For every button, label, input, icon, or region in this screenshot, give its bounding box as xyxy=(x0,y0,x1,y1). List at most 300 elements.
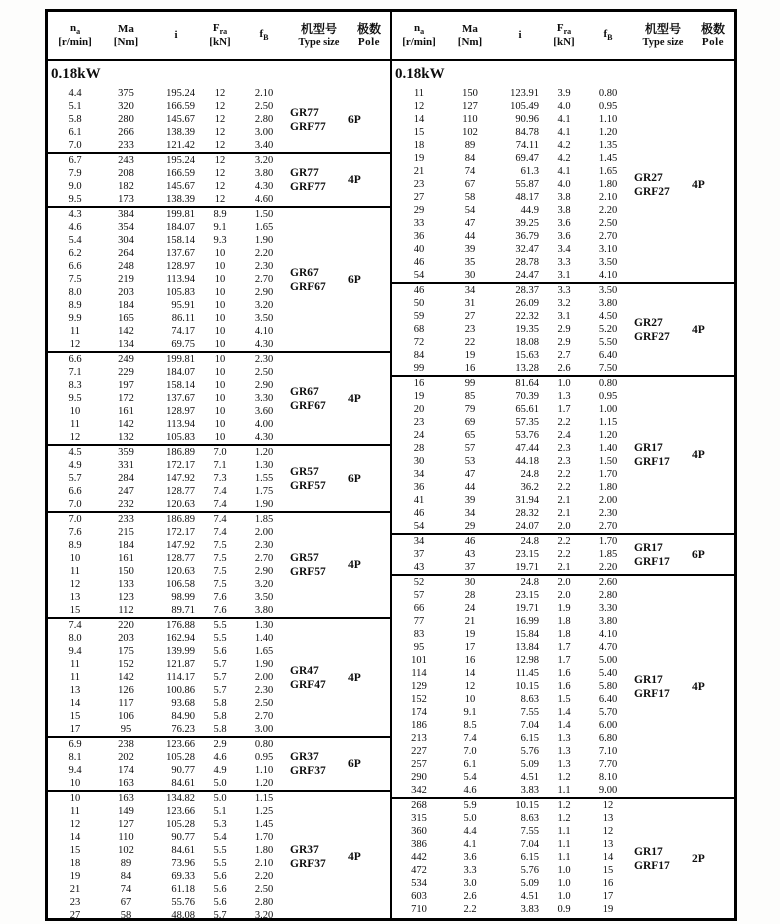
table-row xyxy=(392,758,634,771)
column-header-row xyxy=(392,12,734,61)
cell-ma: 123 xyxy=(118,592,134,603)
cell-na: 15 xyxy=(69,711,81,722)
cell-ma: 84 xyxy=(464,153,476,164)
cell-i: 128.97 xyxy=(166,261,195,272)
table-row xyxy=(48,472,290,485)
cell-fb: 3.50 xyxy=(598,285,618,296)
cell-fra: 5.8 xyxy=(213,698,227,709)
pole-label: 4P xyxy=(348,392,361,405)
cell-fra: 3.8 xyxy=(557,192,571,203)
cell-ma: 29 xyxy=(464,521,476,532)
type-size-line: GRF37 xyxy=(290,858,326,870)
cell-fra: 5.6 xyxy=(213,897,227,908)
cell-i: 105.49 xyxy=(510,101,539,112)
cell-na: 46 xyxy=(413,508,425,519)
table-row xyxy=(48,208,290,221)
cell-fb: 3.30 xyxy=(254,393,274,404)
cell-fra: 2.9 xyxy=(213,739,227,750)
cell-i: 128.77 xyxy=(166,486,195,497)
cell-fra: 10 xyxy=(214,380,226,391)
type-size-line: GR47 xyxy=(290,664,319,677)
cell-i: 69.47 xyxy=(515,153,539,164)
cell-ma: 84 xyxy=(120,871,132,882)
cell-fb: 7.50 xyxy=(598,363,618,374)
cell-fb: 2.70 xyxy=(254,553,274,564)
type-size-label xyxy=(290,513,348,617)
cell-fb: 1.65 xyxy=(598,166,618,177)
column-header-na xyxy=(392,12,446,59)
cell-fra: 5.7 xyxy=(213,672,227,683)
cell-i: 28.32 xyxy=(515,508,539,519)
table-row xyxy=(48,379,290,392)
cell-ma: 43 xyxy=(464,549,476,560)
cell-fra: 4.1 xyxy=(557,114,571,125)
cell-na: 68 xyxy=(413,324,425,335)
cell-fra: 0.9 xyxy=(557,904,571,915)
table-row xyxy=(48,113,290,126)
table-row xyxy=(48,247,290,260)
table-row xyxy=(48,805,290,818)
cell-fb: 1.20 xyxy=(254,447,274,458)
cell-na: 152 xyxy=(411,694,427,705)
cell-fra: 1.3 xyxy=(557,759,571,770)
table-row xyxy=(48,180,290,193)
cell-na: 11 xyxy=(69,659,81,670)
cell-ma: 19 xyxy=(464,350,476,361)
cell-na: 4.9 xyxy=(68,460,82,471)
cell-i: 162.94 xyxy=(166,633,195,644)
cell-fra: 2.4 xyxy=(557,430,571,441)
cell-ma: 44 xyxy=(464,482,476,493)
cell-i: 4.51 xyxy=(520,891,539,902)
cell-i: 84.90 xyxy=(171,711,195,722)
cell-na: 21 xyxy=(69,884,81,895)
cell-i: 98.99 xyxy=(171,592,195,603)
cell-na: 174 xyxy=(411,707,427,718)
cell-i: 7.04 xyxy=(520,839,539,850)
cell-i: 28.78 xyxy=(515,257,539,268)
cell-fra: 10 xyxy=(214,287,226,298)
cell-ma: 16 xyxy=(464,655,476,666)
table-row xyxy=(48,325,290,338)
cell-fra: 10 xyxy=(214,248,226,259)
cell-na: 534 xyxy=(411,878,427,889)
cell-fb: 3.00 xyxy=(254,127,274,138)
table-row xyxy=(392,799,634,812)
cell-ma: 16 xyxy=(464,363,476,374)
header-symbol: F xyxy=(212,21,220,34)
table-row xyxy=(392,362,634,375)
cell-fra: 12 xyxy=(214,101,226,112)
table-row xyxy=(48,658,290,671)
cell-ma: 264 xyxy=(118,248,134,259)
cell-fb: 5.40 xyxy=(598,668,618,679)
cell-fb: 1.85 xyxy=(598,549,618,560)
cell-i: 199.81 xyxy=(166,354,195,365)
header-unit: [Nm] xyxy=(113,35,139,48)
cell-i: 105.83 xyxy=(166,287,195,298)
table-row xyxy=(392,784,634,797)
cell-na: 72 xyxy=(413,337,425,348)
column-header-fra xyxy=(202,12,238,59)
cell-i: 5.76 xyxy=(520,746,539,757)
cell-fb: 6.40 xyxy=(598,694,618,705)
type-size-label xyxy=(290,208,348,351)
cell-na: 52 xyxy=(413,577,425,588)
cell-fra: 1.8 xyxy=(557,629,571,640)
cell-fra: 5.0 xyxy=(213,778,227,789)
cell-i: 24.07 xyxy=(515,521,539,532)
cell-fb: 17 xyxy=(602,891,614,902)
cell-na: 54 xyxy=(413,270,425,281)
ratings-groups xyxy=(392,87,734,918)
cell-na: 9.4 xyxy=(68,765,82,776)
table-row xyxy=(48,792,290,805)
cell-ma: 22 xyxy=(464,337,476,348)
type-size-label xyxy=(290,446,348,511)
cell-na: 18 xyxy=(413,140,425,151)
cell-fra: 9.3 xyxy=(213,235,227,246)
cell-fra: 7.5 xyxy=(213,579,227,590)
table-row xyxy=(392,284,634,297)
table-row xyxy=(392,139,634,152)
pole-label: 4P xyxy=(348,671,361,684)
cell-fb: 2.20 xyxy=(254,871,274,882)
group-rows xyxy=(392,535,634,574)
cell-ma: 117 xyxy=(118,698,134,709)
cell-fb: 5.20 xyxy=(598,324,618,335)
table-row xyxy=(392,602,634,615)
cell-i: 74.11 xyxy=(515,140,539,151)
cell-ma: 359 xyxy=(118,447,134,458)
table-row xyxy=(48,459,290,472)
cell-na: 360 xyxy=(411,826,427,837)
cell-na: 19 xyxy=(69,871,81,882)
cell-ma: 266 xyxy=(118,127,134,138)
cell-ma: 34 xyxy=(464,285,476,296)
cell-i: 61.3 xyxy=(520,166,539,177)
cell-fb: 3.30 xyxy=(598,603,618,614)
cell-fra: 10 xyxy=(214,261,226,272)
header-unit: [r/min] xyxy=(58,36,92,49)
table-row xyxy=(392,812,634,825)
cell-ma: 46 xyxy=(464,536,476,547)
cell-fra: 2.9 xyxy=(557,324,571,335)
cell-fb: 2.30 xyxy=(254,540,274,551)
header-symbol: 极数 xyxy=(356,21,381,36)
cell-ma: 184 xyxy=(118,540,134,551)
type-size-line: GR57 xyxy=(290,552,319,564)
cell-na: 15 xyxy=(69,605,81,616)
header-symbol: n xyxy=(413,21,421,34)
cell-ma: 150 xyxy=(118,566,134,577)
cell-ma: 8.5 xyxy=(463,720,477,731)
column-header-na xyxy=(48,12,102,59)
cell-i: 24.8 xyxy=(520,577,539,588)
cell-ma: 102 xyxy=(118,845,134,856)
cell-na: 12 xyxy=(69,579,81,590)
cell-na: 16 xyxy=(413,378,425,389)
cell-fra: 1.3 xyxy=(557,746,571,757)
table-row xyxy=(392,297,634,310)
cell-na: 213 xyxy=(411,733,427,744)
cell-fra: 7.5 xyxy=(213,540,227,551)
table-row xyxy=(48,896,290,909)
cell-fb: 2.80 xyxy=(254,114,274,125)
cell-i: 3.83 xyxy=(520,785,539,796)
table-row xyxy=(392,377,634,390)
cell-fb: 1.25 xyxy=(254,806,274,817)
group-rows xyxy=(48,513,290,617)
type-size-label xyxy=(290,87,348,152)
cell-fra: 10 xyxy=(214,326,226,337)
table-row xyxy=(392,615,634,628)
cell-na: 46 xyxy=(413,285,425,296)
table-row xyxy=(392,654,634,667)
cell-fra: 1.1 xyxy=(557,839,571,850)
table-row xyxy=(48,751,290,764)
cell-fra: 1.9 xyxy=(557,603,571,614)
cell-na: 59 xyxy=(413,311,425,322)
cell-fra: 1.2 xyxy=(557,800,571,811)
cell-fra: 2.2 xyxy=(557,482,571,493)
cell-ma: 150 xyxy=(462,88,478,99)
cell-fra: 1.1 xyxy=(557,852,571,863)
cell-ma: 17 xyxy=(464,642,476,653)
header-subscript: B xyxy=(607,33,613,43)
type-size-line: GR37 xyxy=(290,844,319,856)
ratings-group xyxy=(48,513,390,619)
column-header-fb xyxy=(238,12,290,59)
type-size-label xyxy=(634,377,692,533)
cell-fra: 1.6 xyxy=(557,681,571,692)
cell-fb: 1.85 xyxy=(254,514,274,525)
cell-fra: 10 xyxy=(214,393,226,404)
cell-ma: 39 xyxy=(464,244,476,255)
cell-fb: 3.80 xyxy=(254,605,274,616)
header-title xyxy=(557,22,571,36)
type-size-label xyxy=(634,87,692,282)
cell-na: 34 xyxy=(413,469,425,480)
table-row xyxy=(392,667,634,680)
cell-ma: 102 xyxy=(462,127,478,138)
table-row xyxy=(392,680,634,693)
table-row xyxy=(392,87,634,100)
cell-na: 710 xyxy=(411,904,427,915)
cell-fra: 7.5 xyxy=(213,566,227,577)
cell-fb: 13 xyxy=(602,839,614,850)
cell-fra: 12 xyxy=(214,168,226,179)
cell-na: 19 xyxy=(413,153,425,164)
cell-na: 36 xyxy=(413,231,425,242)
cell-fra: 7.4 xyxy=(213,527,227,538)
cell-fb: 9.00 xyxy=(598,785,618,796)
cell-ma: 5.0 xyxy=(463,813,477,824)
cell-fb: 2.50 xyxy=(254,698,274,709)
cell-na: 7.6 xyxy=(68,527,82,538)
cell-na: 5.1 xyxy=(68,101,82,112)
cell-na: 9.0 xyxy=(68,181,82,192)
cell-i: 44.18 xyxy=(515,456,539,467)
cell-fb: 1.20 xyxy=(254,778,274,789)
cell-i: 100.86 xyxy=(166,685,195,696)
cell-fra: 2.0 xyxy=(557,521,571,532)
ratings-table-right xyxy=(390,12,734,918)
table-row xyxy=(48,831,290,844)
cell-i: 105.28 xyxy=(166,819,195,830)
cell-ma: 331 xyxy=(118,460,134,471)
table-row xyxy=(392,217,634,230)
ratings-group xyxy=(48,353,390,446)
table-row xyxy=(48,353,290,366)
table-row xyxy=(48,446,290,459)
table-row xyxy=(48,418,290,431)
cell-fb: 5.00 xyxy=(598,655,618,666)
cell-i: 184.07 xyxy=(166,222,195,233)
type-size-label xyxy=(634,799,692,918)
cell-ma: 53 xyxy=(464,456,476,467)
cell-ma: 220 xyxy=(118,620,134,631)
cell-ma: 233 xyxy=(118,140,134,151)
cell-ma: 37 xyxy=(464,562,476,573)
type-size-line: GR27 xyxy=(634,316,663,329)
table-row xyxy=(48,539,290,552)
cell-fb: 1.30 xyxy=(254,620,274,631)
cell-i: 57.35 xyxy=(515,417,539,428)
cell-fra: 2.7 xyxy=(557,350,571,361)
cell-fb: 1.70 xyxy=(598,469,618,480)
table-row xyxy=(48,260,290,273)
group-rows xyxy=(48,446,290,511)
cell-fb: 4.30 xyxy=(254,432,274,443)
type-size-line: GR67 xyxy=(290,385,319,398)
cell-fb: 7.10 xyxy=(598,746,618,757)
table-row xyxy=(392,589,634,602)
cell-fb: 2.70 xyxy=(254,274,274,285)
cell-na: 10 xyxy=(69,553,81,564)
cell-na: 4.6 xyxy=(68,222,82,233)
cell-i: 176.88 xyxy=(166,620,195,631)
cell-fra: 5.6 xyxy=(213,646,227,657)
pole-label: 4P xyxy=(692,680,705,693)
cell-i: 138.39 xyxy=(166,127,195,138)
table-row xyxy=(392,429,634,442)
table-row xyxy=(48,671,290,684)
cell-fb: 3.00 xyxy=(254,724,274,735)
cell-na: 315 xyxy=(411,813,427,824)
header-title xyxy=(414,22,424,36)
pole-label: 6P xyxy=(692,548,705,561)
ratings-group xyxy=(392,576,734,799)
group-rows xyxy=(48,208,290,351)
table-row xyxy=(392,126,634,139)
cell-na: 6.1 xyxy=(68,127,82,138)
column-header-row xyxy=(48,12,390,61)
type-size-line: GR77 xyxy=(290,106,319,119)
cell-i: 84.78 xyxy=(515,127,539,138)
cell-na: 603 xyxy=(411,891,427,902)
cell-ma: 21 xyxy=(464,616,476,627)
header-title xyxy=(518,29,521,42)
cell-fb: 2.00 xyxy=(598,495,618,506)
cell-fra: 5.5 xyxy=(213,858,227,869)
cell-i: 113.94 xyxy=(166,274,195,285)
cell-na: 99 xyxy=(413,363,425,374)
cell-i: 11.45 xyxy=(515,668,539,679)
cell-na: 23 xyxy=(413,417,425,428)
cell-fra: 12 xyxy=(214,88,226,99)
cell-fb: 4.30 xyxy=(254,339,274,350)
table-row xyxy=(392,349,634,362)
cell-fb: 1.15 xyxy=(254,793,274,804)
table-row xyxy=(48,764,290,777)
cell-ma: 34 xyxy=(464,508,476,519)
cell-i: 195.24 xyxy=(166,88,195,99)
cell-fb: 5.70 xyxy=(598,707,618,718)
cell-fb: 1.70 xyxy=(254,832,274,843)
group-rows xyxy=(392,576,634,797)
header-unit: [kN] xyxy=(209,36,231,49)
group-rows xyxy=(392,284,634,375)
table-row xyxy=(48,485,290,498)
cell-ma: 127 xyxy=(462,101,478,112)
cell-ma: 354 xyxy=(118,222,134,233)
cell-i: 13.28 xyxy=(515,363,539,374)
cell-fra: 1.0 xyxy=(557,865,571,876)
cell-fb: 2.00 xyxy=(254,672,274,683)
header-symbol: f xyxy=(259,28,264,41)
cell-fb: 3.20 xyxy=(254,579,274,590)
cell-i: 7.04 xyxy=(520,720,539,731)
table-row xyxy=(392,310,634,323)
cell-fb: 8.10 xyxy=(598,772,618,783)
cell-fb: 4.60 xyxy=(254,194,274,205)
cell-fb: 1.50 xyxy=(254,209,274,220)
cell-i: 5.76 xyxy=(520,865,539,876)
table-row xyxy=(392,494,634,507)
type-size-label xyxy=(290,154,348,206)
cell-fra: 3.2 xyxy=(557,298,571,309)
cell-ma: 89 xyxy=(120,858,132,869)
cell-ma: 232 xyxy=(118,499,134,510)
cell-ma: 65 xyxy=(464,430,476,441)
type-size-line: GR17 xyxy=(634,673,663,686)
cell-fb: 2.90 xyxy=(254,287,274,298)
cell-ma: 5.4 xyxy=(463,772,477,783)
cell-fra: 9.1 xyxy=(213,222,227,233)
cell-fb: 1.90 xyxy=(254,499,274,510)
cell-fra: 5.8 xyxy=(213,724,227,735)
cell-fb: 2.20 xyxy=(254,248,274,259)
type-size-label xyxy=(290,738,348,790)
cell-i: 121.42 xyxy=(166,140,195,151)
cell-i: 138.39 xyxy=(166,194,195,205)
table-row xyxy=(48,710,290,723)
cell-fra: 3.6 xyxy=(557,218,571,229)
cell-ma: 161 xyxy=(118,553,134,564)
header-unit: Type size xyxy=(298,36,340,48)
cell-fb: 2.30 xyxy=(254,261,274,272)
type-size-line: GRF27 xyxy=(634,185,670,198)
cell-ma: 23 xyxy=(464,324,476,335)
cell-ma: 47 xyxy=(464,469,476,480)
cell-na: 290 xyxy=(411,772,427,783)
cell-fb: 0.95 xyxy=(598,391,618,402)
cell-fra: 10 xyxy=(214,367,226,378)
cell-na: 11 xyxy=(69,806,81,817)
cell-fra: 5.5 xyxy=(213,633,227,644)
cell-i: 15.84 xyxy=(515,629,539,640)
